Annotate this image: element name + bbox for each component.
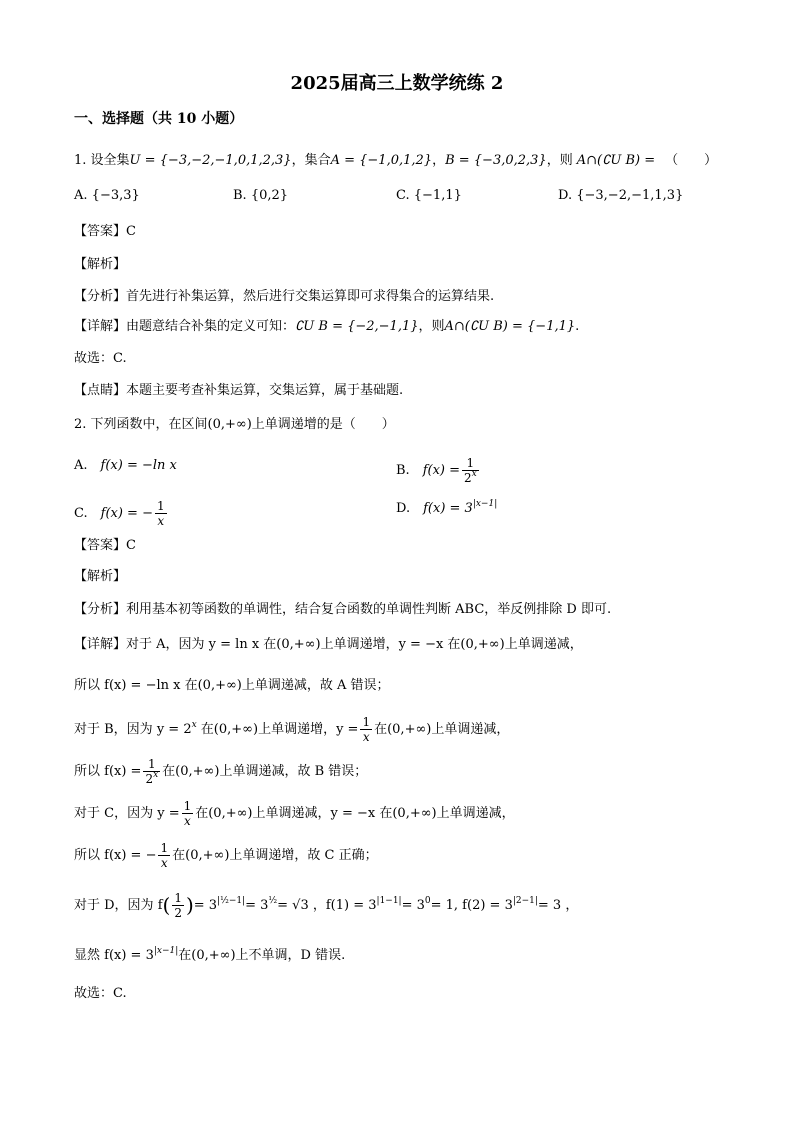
fenxi-tag: 【分析】 [74, 602, 127, 617]
q2-option-b [396, 457, 481, 484]
line-text: 对于 B，因为 y = 2 [74, 722, 192, 737]
line-text: 在(0,+∞)上单调递增，y = [196, 722, 359, 737]
q1-set-a: A = {−1,0,1,2} [330, 153, 433, 168]
line-text: 在(0,+∞)上单调递减，故 B 错误； [162, 764, 368, 779]
option-label: D. [558, 188, 573, 203]
q1-set-b: B = {−3,0,2,3} [445, 153, 547, 168]
q1-option-d [558, 187, 683, 205]
q1-stem [74, 152, 717, 170]
line-text: 在(0,+∞)上不单调，D 错误. [178, 948, 346, 963]
option-value: f(x) = − [100, 506, 153, 521]
xiangjie-math: A∩(∁U B) = {−1,1} [444, 319, 576, 334]
q2-option-d: D. $f(x) = 3^{|x-1|}$ [396, 499, 498, 516]
option-label: C. [396, 188, 410, 203]
q2-guxuan: 故选：C. [74, 986, 127, 1001]
line-text: 在(0,+∞)上单调递减， [374, 722, 510, 737]
fraction-denominator: 2$^x$ [464, 469, 477, 485]
fenxi-text: 利用基本初等函数的单调性，结合复合函数的单调性判断 ABC，举反例排除 D 即可. [126, 602, 612, 617]
option-value: {−3,−2,−1,1,3} [576, 188, 684, 203]
option-value: f(x) = 3 [423, 501, 473, 516]
xiangjie-text: ，则 [418, 319, 445, 334]
q2-line-1 [74, 636, 583, 654]
q1-guxuan: 故选：C. [74, 351, 127, 366]
fraction-numerator: 1 [462, 457, 479, 471]
q1-fenxi [74, 288, 494, 306]
q2-option-c [74, 500, 169, 527]
fraction: $\frac{1}{x}$ [362, 715, 371, 744]
answer-tag: 【答案】 [74, 538, 127, 553]
option-label: B. [233, 188, 247, 203]
line-text: 在(0,+∞)上单调递减，y = −x 在(0,+∞)上单调递减， [195, 806, 515, 821]
fraction-numerator: 1 [156, 499, 165, 513]
option-label: A. [74, 188, 88, 203]
line-text: 在(0,+∞)上单调递增，故 C 正确； [172, 848, 378, 863]
xiangjie-tag: 【详解】 [74, 637, 127, 652]
fenxi-tag: 【分析】 [74, 289, 127, 304]
q2-line-2: 所以 f(x) = −ln x 在(0,+∞)上单调递减，故 A 错误； [74, 678, 390, 693]
fraction [155, 500, 167, 527]
option-value: {−3,3} [91, 188, 140, 203]
q1-expression: A∩(∁U B) = [576, 153, 656, 168]
xiangjie-text: 由题意结合补集的定义可知： [126, 319, 296, 334]
fraction-denominator: x [157, 514, 165, 528]
line-text: = 3 [245, 898, 269, 913]
fraction: $\frac{1}{2^x}$ [145, 757, 159, 786]
xiangjie-math: ∁U B = {−2,−1,1} [295, 319, 419, 334]
q1-text: ，则 [546, 153, 573, 168]
fraction: $\frac{1}{x}$ [160, 841, 169, 870]
fraction: $\frac{1}{x}$ [183, 799, 192, 828]
q1-option-c [396, 187, 462, 205]
line-text: = √3 ，f(1) = 3 [277, 898, 377, 913]
q1-stem-pre: 1. 设全集 [74, 153, 130, 168]
fraction [462, 457, 479, 484]
q2-jiexi: 【解析】 [74, 569, 127, 584]
q2-line-8: 显然 $f(x) = 3^{|x-1|}$在(0,+∞)上不单调，D 错误. [74, 946, 346, 963]
fenxi-text: 首先进行补集运算，然后进行交集运算即可求得集合的运算结果. [126, 289, 495, 304]
line-text: = 3 ， [537, 898, 579, 913]
answer-tag: 【答案】 [74, 224, 127, 239]
q2-line-6 [74, 842, 378, 869]
q1-jiexi: 【解析】 [74, 257, 127, 272]
q1-answer [74, 223, 136, 241]
option-value: {−1,1} [413, 188, 462, 203]
q1-text: ，集合 [291, 153, 331, 168]
line-text: 所以 f(x) = − [74, 848, 157, 863]
q2-line-4 [74, 758, 367, 785]
q2-fenxi [74, 601, 611, 619]
q1-xiangjie [74, 318, 579, 336]
dianjing-tag: 【点睛】 [74, 383, 127, 398]
line-text: 对于 D，因为 f [74, 898, 163, 913]
option-label: C. [74, 506, 88, 521]
line-text: 对于 C，因为 y = [74, 806, 180, 821]
q2-stem: 2. 下列函数中，在区间(0,+∞)上单调递增的是（ ） [74, 417, 395, 432]
xiangjie-text: . [575, 319, 580, 334]
line-text: 所以 f(x) = [74, 764, 142, 779]
q2-line-5 [74, 800, 515, 827]
fraction: $\frac{1}{2}$ [174, 891, 182, 920]
line-text: 显然 f(x) = 3 [74, 948, 154, 963]
answer-value: C [126, 224, 136, 239]
q1-dianjing [74, 382, 403, 400]
option-value: f(x) = −ln x [100, 458, 177, 473]
dianjing-text: 本题主要考查补集运算，交集运算，属于基础题. [126, 383, 404, 398]
q2-line-7: 对于 D，因为 f( $\frac{1}{2}$ )= $3^{|\frac{1}{2}-1|}= 3^{\frac{1}{2}}= √3$ ，$f(1) = 3^{|1-1|}= 3^0= 1$, $f(2) = 3^{|2-1|}= 3$ ， [74, 891, 579, 920]
q1-paren: （ ） [665, 153, 718, 168]
xiangjie-text: 对于 A，因为 y = ln x 在(0,+∞)上单调递增，y = −x 在(0,+∞)上单调递减， [126, 637, 583, 652]
answer-value: C [126, 538, 136, 553]
line-text: = 3 [401, 898, 425, 913]
q1-universal-set: U = {−3,−2,−1,0,1,2,3} [129, 153, 292, 168]
q1-text: ， [432, 153, 446, 168]
base: 2 [464, 471, 472, 485]
q1-option-a [74, 187, 140, 205]
q1-option-b [233, 187, 288, 205]
line-text: = 1, f(2) = 3 [430, 898, 513, 913]
q2-answer [74, 537, 136, 555]
q2-option-a [74, 457, 177, 475]
section-heading: 一、选择题（共 10 小题） [74, 111, 244, 127]
xiangjie-tag: 【详解】 [74, 319, 127, 334]
option-value: {0,2} [250, 188, 289, 203]
line-text: = 3 [193, 898, 218, 913]
option-value: f(x) = [422, 463, 461, 478]
option-label: A. [74, 458, 88, 473]
page-title: 2025届高三上数学统练 2 [290, 73, 504, 94]
option-label: B. [396, 463, 410, 478]
q2-line-3: 对于 B，因为 $y = 2^x$ 在(0,+∞)上单调递增，y = $\frac{1}{x}$ 在(0,+∞)上单调递减， [74, 715, 510, 744]
option-label: D. [396, 501, 411, 516]
